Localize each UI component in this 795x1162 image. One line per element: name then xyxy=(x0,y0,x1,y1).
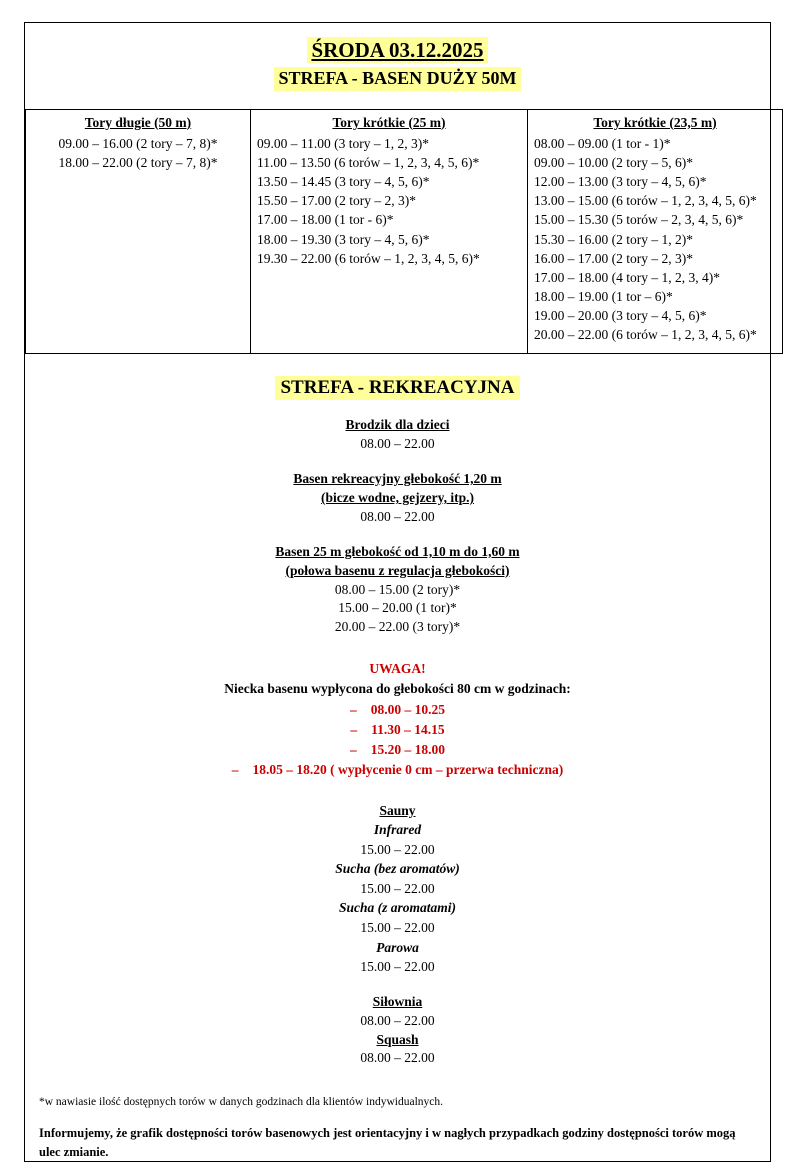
warning-item-text: 15.20 – 18.00 xyxy=(370,742,445,758)
warning-item-text: 11.30 – 14.15 xyxy=(371,721,445,737)
column-header: Tory krótkie (25 m) xyxy=(332,114,446,130)
document-frame xyxy=(24,22,771,1162)
list-item: 13.50 – 14.45 (3 tory – 4, 5, 6)* xyxy=(257,174,430,190)
list-item: 18.00 – 19.30 (3 tory – 4, 5, 6)* xyxy=(257,231,430,247)
dash-marker: – xyxy=(231,762,239,778)
notice: Informujemy, że grafik dostępności torów basenowych jest orientacyjny i w nagłych przypadkach godziny dostępności torów mogą ulec zmianie. xyxy=(39,1126,736,1159)
warning-item xyxy=(25,740,770,760)
dash-marker: – xyxy=(350,721,358,737)
lanes-table xyxy=(25,109,783,354)
list-item: 20.00 – 22.00 (6 torów – 1, 2, 3, 4, 5, 6)* xyxy=(534,327,757,343)
warning-item xyxy=(25,700,770,720)
saunas-heading: Sauny xyxy=(379,802,416,818)
list-item: 09.00 – 11.00 (3 tory – 1, 2, 3)* xyxy=(257,135,429,151)
recreation-block-kids-pool xyxy=(25,416,770,454)
sauna-hours: 15.00 – 22.00 xyxy=(360,959,435,975)
list-item: 19.00 – 20.00 (3 tory – 4, 5, 6)* xyxy=(534,308,707,324)
footnote: *w nawiasie ilość dostępnych torów w danych godzinach dla klientów indywidualnych. xyxy=(39,1096,444,1109)
column-header: Tory długie (50 m) xyxy=(84,114,192,130)
sauna-name: Sucha (bez aromatów) xyxy=(335,861,460,877)
squash-hours: 08.00 – 22.00 xyxy=(360,1050,435,1066)
block-heading: Basen rekreacyjny głebokość 1,20 m xyxy=(293,471,502,487)
block-hours: 20.00 – 22.00 (3 tory)* xyxy=(334,619,461,635)
list-item: 09.00 – 16.00 (2 tory – 7, 8)* xyxy=(58,135,218,151)
list-item: 09.00 – 10.00 (2 tory – 5, 6)* xyxy=(534,155,693,171)
list-item: 17.00 – 18.00 (1 tor - 6)* xyxy=(257,212,394,228)
list-item: 15.50 – 17.00 (2 tory – 2, 3)* xyxy=(257,193,416,209)
gym-hours: 08.00 – 22.00 xyxy=(360,1012,435,1028)
lanes-column-long xyxy=(26,109,251,353)
block-hours: 15.00 – 20.00 (1 tor)* xyxy=(338,600,457,616)
date-title-container xyxy=(25,37,770,63)
squash-heading: Squash xyxy=(376,1031,419,1047)
warning-item-text: 18.05 – 18.20 ( wypłycenie 0 cm – przerwa techniczna) xyxy=(252,762,564,778)
dash-marker: – xyxy=(350,701,357,717)
warning-item xyxy=(25,720,770,740)
table-row xyxy=(26,109,783,353)
recreation-zone-title: STREFA - REKREACYJNA xyxy=(275,376,519,401)
list-item: 17.00 – 18.00 (4 tory – 1, 2, 3, 4)* xyxy=(534,269,720,285)
sauna-hours: 15.00 – 22.00 xyxy=(360,841,435,857)
list-item: 15.30 – 16.00 (2 tory – 1, 2)* xyxy=(534,231,693,247)
list-item: 11.00 – 13.50 (6 torów – 1, 2, 3, 4, 5, 6)* xyxy=(257,155,480,171)
block-hours: 08.00 – 22.00 xyxy=(360,508,435,524)
sauna-name: Infrared xyxy=(373,822,422,838)
sauna-name: Sucha (z aromatami) xyxy=(338,900,457,916)
block-subheading: (bicze wodne, gejzery, itp.) xyxy=(321,489,474,505)
page-title: ŚRODA 03.12.2025 xyxy=(307,37,487,63)
recreation-block-rec-pool xyxy=(25,470,770,527)
lanes-column-short235 xyxy=(528,109,783,353)
block-heading: Brodzik dla dzieci xyxy=(345,417,450,433)
warning-section xyxy=(25,659,770,781)
block-hours: 08.00 – 22.00 xyxy=(360,436,435,452)
recreation-block-25m-pool xyxy=(25,543,770,637)
list-item: 12.00 – 13.00 (3 tory – 4, 5, 6)* xyxy=(534,174,707,190)
lanes-list-short235 xyxy=(534,134,776,345)
zone-title-container xyxy=(25,67,770,90)
list-item: 08.00 – 09.00 (1 tor - 1)* xyxy=(534,135,671,151)
warning-item-technical-break xyxy=(25,760,770,780)
list-item: 19.30 – 22.00 (6 torów – 1, 2, 3, 4, 5, 6)* xyxy=(257,250,480,266)
warning-title: UWAGA! xyxy=(369,661,426,677)
sauna-hours: 15.00 – 22.00 xyxy=(360,920,435,936)
block-heading: Basen 25 m głebokość od 1,10 m do 1,60 m xyxy=(275,543,520,559)
gym-heading: Siłownia xyxy=(372,993,423,1009)
list-item: 13.00 – 15.00 (6 torów – 1, 2, 3, 4, 5, 6)* xyxy=(534,193,757,209)
sauna-name: Parowa xyxy=(376,939,419,955)
zone-title: STREFA - BASEN DUŻY 50M xyxy=(274,67,520,90)
list-item: 18.00 – 19.00 (1 tor – 6)* xyxy=(534,289,673,305)
lanes-list-long xyxy=(32,134,244,172)
recreation-title-container xyxy=(25,376,770,401)
block-hours: 08.00 – 15.00 (2 tory)* xyxy=(334,581,461,597)
list-item: 15.00 – 15.30 (5 torów – 2, 3, 4, 5, 6)* xyxy=(534,212,744,228)
lanes-list-short25 xyxy=(257,134,521,268)
lanes-column-short25 xyxy=(251,109,528,353)
dash-marker: – xyxy=(350,742,357,758)
warning-subtitle: Niecka basenu wypłycona do głebokości 80 cm w godzinach: xyxy=(224,681,571,697)
block-subheading: (połowa basenu z regulacja głebokości) xyxy=(285,562,510,578)
sauna-hours: 15.00 – 22.00 xyxy=(360,880,435,896)
saunas-section xyxy=(25,801,770,977)
list-item: 16.00 – 17.00 (2 tory – 2, 3)* xyxy=(534,250,693,266)
list-item: 18.00 – 22.00 (2 tory – 7, 8)* xyxy=(58,155,218,171)
warning-item-text: 08.00 – 10.25 xyxy=(370,701,445,717)
gym-section xyxy=(25,993,770,1069)
column-header: Tory krótkie (23,5 m) xyxy=(593,114,717,130)
